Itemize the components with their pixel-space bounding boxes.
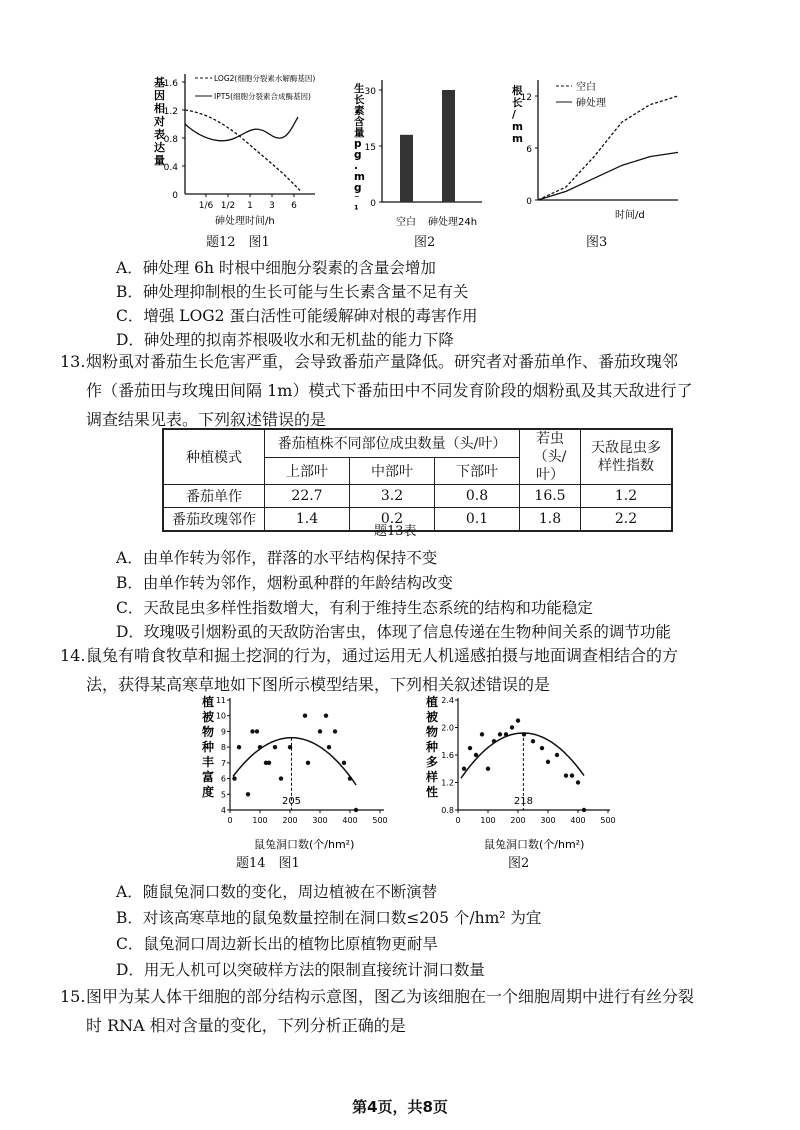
peak-label: 205 [281, 796, 302, 807]
y-tick-label: 0.8 [441, 806, 454, 815]
x-tick-label: 300 [540, 816, 556, 825]
legend-arsenic: 砷处理 [576, 98, 606, 109]
x-tick-label: 100 [480, 816, 496, 825]
th-upper: 上部叶 [265, 457, 350, 484]
x-tick-label: 1/6 [198, 201, 214, 211]
th-mode: 种植模式 [163, 429, 265, 485]
data-point [522, 732, 526, 736]
data-point [250, 729, 254, 733]
q12-fig1-caption: 题12 图1 [206, 235, 270, 250]
fit-curve [461, 733, 584, 778]
y-axis-label [512, 84, 523, 145]
y-tick-label: 1.2 [441, 778, 454, 788]
table-cell: 16.5 [520, 485, 581, 508]
y-tick-label: 10 [215, 711, 226, 721]
q13-option-a[interactable]: A．由单作转为邻作，群落的水平结构保持不变 [116, 549, 438, 567]
q15-stem-line2: 时 RNA 相对含量的变化，下列分析正确的是 [86, 1016, 406, 1035]
y-tick-label: 6 [220, 774, 226, 784]
x-tick-label: 1/2 [220, 201, 236, 211]
q13-table [162, 428, 673, 532]
q13-stem-line1: 烟粉虱对番茄生长危害严重，会导致番茄产量降低。研究者对番茄单作、番茄玫瑰邻 [86, 352, 679, 371]
table-cell: 1.4 [265, 508, 350, 532]
q14-number: 14. [60, 646, 86, 665]
svg-text:植被物种丰富度: 植被物种丰富度 [202, 695, 215, 799]
q13-option-b[interactable]: B．由单作转为邻作，烟粉虱种群的年龄结构改变 [116, 574, 453, 592]
q14-option-d[interactable]: D．用无人机可以突破样方法的限制直接统计洞口数量 [116, 961, 485, 979]
x-tick-label: 500 [372, 816, 388, 825]
x-tick-label: 400 [570, 816, 586, 825]
data-point [342, 761, 346, 765]
q12-fig2-caption: 图2 [414, 235, 436, 250]
y-tick-label: 5 [220, 790, 226, 800]
data-point [540, 746, 544, 750]
x-tick-label: 200 [282, 816, 298, 825]
y-tick-label: 1.2 [163, 107, 178, 117]
data-point [555, 753, 559, 757]
y-tick-label: 0 [172, 191, 178, 201]
table-cell: 0.1 [435, 508, 520, 532]
y-tick-label: 6 [526, 145, 532, 155]
svg-text:植被物种多样性: 植被物种多样性 [426, 695, 439, 799]
table-cell: 番茄玫瑰邻作 [163, 508, 265, 532]
y-axis-label [425, 694, 439, 799]
data-point [480, 732, 484, 736]
y-tick-label: 0.4 [163, 163, 178, 173]
data-point [546, 760, 550, 764]
th-group: 番茄植株不同部位成虫数量（头/叶） [265, 429, 520, 457]
svg-text:基因相对表达量: 基因相对表达量 [154, 76, 165, 167]
table-cell: 2.2 [581, 508, 673, 532]
series-ipt5-line [185, 117, 298, 141]
q14-option-b[interactable]: B．对该高寒草地的鼠兔数量控制在洞口数≤205 个/hm² 为宜 [116, 909, 542, 927]
y-tick-label: 0 [370, 199, 376, 209]
table-cell: 22.7 [265, 485, 350, 508]
q15-number: 15. [60, 987, 86, 1006]
x-tick-label: 100 [252, 816, 268, 825]
q14-stem [60, 641, 760, 699]
x-category-0: 空白 [396, 217, 416, 228]
q12-fig3-chart [500, 72, 690, 232]
th-middle: 中部叶 [350, 457, 435, 484]
q14-fig1-chart [196, 692, 396, 852]
legend-log2: LOG2(细胞分裂素水解酶基因) [214, 74, 316, 83]
x-tick-label: 300 [312, 816, 328, 825]
q12-option-c[interactable]: C．增强 LOG2 蛋白活性可能缓解砷对根的毒害作用 [116, 307, 478, 325]
y-tick-label: 30 [364, 87, 376, 97]
data-point [510, 725, 514, 729]
data-point [258, 745, 262, 749]
table-cell: 0.2 [350, 508, 435, 532]
q13-table-caption: 题13表 [374, 524, 417, 539]
table-cell: 1.8 [520, 508, 581, 532]
q12-option-b[interactable]: B．砷处理抑制根的生长可能与生长素含量不足有关 [116, 283, 469, 301]
series-log2-line [185, 110, 300, 191]
data-point [303, 714, 307, 718]
x-tick-label: 0 [227, 816, 233, 825]
legend-ipt5: IPT5(细胞分裂素合成酶基因) [214, 92, 311, 101]
y-tick-label: 15 [364, 143, 376, 153]
data-point [348, 776, 352, 780]
data-point [333, 729, 337, 733]
series-control-line [538, 96, 678, 200]
th-nymph: 若虫 （头/叶） [520, 429, 581, 485]
table-cell: 1.2 [581, 485, 673, 508]
q14-option-a[interactable]: A．随鼠兔洞口数的变化，周边植被在不断演替 [116, 883, 438, 901]
q14-stem-line1: 鼠兔有啃食牧草和掘土挖洞的行为，通过运用无人机遥感拍摄与地面调查相结合的方 [86, 646, 679, 665]
q12-fig1-chart [140, 64, 350, 234]
data-point [354, 808, 358, 812]
peak-label: 218 [513, 796, 533, 807]
data-point [504, 732, 508, 736]
bar [400, 135, 413, 202]
data-point [531, 739, 535, 743]
x-axis-label: 鼠兔洞口数(个/hm²) [254, 838, 355, 851]
y-tick-label: 4 [220, 806, 226, 815]
y-tick-label: 2.0 [441, 723, 454, 733]
table-row [163, 485, 672, 508]
y-tick-label: 9 [220, 727, 226, 737]
y-tick-label: 1.6 [441, 751, 454, 760]
q13-option-d[interactable]: D．玫瑰吸引烟粉虱的天敌防治害虫，体现了信息传递在生物种间关系的调节功能 [116, 623, 671, 641]
data-point [516, 718, 520, 722]
data-point [327, 745, 331, 749]
table-cell: 3.2 [350, 485, 435, 508]
q13-stem-line2: 作（番茄田与玫瑰田间隔 1m）模式下番茄田中不同发育阶段的烟粉虱及其天敌进行了 [86, 381, 693, 400]
y-tick-label: 2.4 [441, 696, 454, 705]
data-point [462, 767, 466, 771]
data-point [474, 753, 478, 757]
svg-text:生长素含量pg.mg⁻¹: 生长素含量 p g . m g ⁻ ¹ [354, 83, 365, 216]
data-point [273, 745, 277, 749]
data-point [324, 714, 328, 718]
x-tick-label: 3 [269, 201, 275, 211]
x-tick-label: 400 [342, 816, 358, 825]
q12-option-a[interactable]: A．砷处理 6h 时根中细胞分裂素的含量会增加 [116, 259, 436, 277]
y-tick-label: 12 [520, 93, 532, 103]
data-point [246, 792, 250, 796]
data-point [255, 729, 259, 733]
page-footer: 第4页，共8页 [352, 1098, 448, 1116]
data-point [288, 745, 292, 749]
q15-stem-line1: 图甲为某人体干细胞的部分结构示意图，图乙为该细胞在一个细胞周期中进行有丝分裂 [86, 987, 695, 1006]
series-arsenic-line [538, 152, 678, 200]
x-axis-label: 鼠兔洞口数(个/hm²) [484, 838, 585, 851]
data-point [570, 773, 574, 777]
q14-option-c[interactable]: C．鼠兔洞口周边新长出的植物比原植物更耐旱 [116, 935, 438, 953]
data-point [318, 729, 322, 733]
y-tick-label: 1.6 [163, 79, 178, 89]
x-tick-label: 200 [510, 816, 526, 825]
data-point [498, 732, 502, 736]
x-tick-label: 500 [600, 816, 616, 825]
y-tick-label: 7 [220, 758, 226, 768]
q13-stem-line3: 调查结果见表。下列叙述错误的是 [86, 410, 327, 429]
x-tick-label: 0 [455, 816, 461, 825]
q12-option-d[interactable]: D．砷处理的拟南芥根吸收水和无机盐的能力下降 [116, 331, 454, 349]
svg-text:根长/mm: 根长/ m m [512, 85, 523, 145]
x-category-1: 砷处理24h [428, 217, 478, 228]
data-point [306, 761, 310, 765]
y-tick-label: 0 [526, 197, 532, 207]
x-axis-label: 时间/d [615, 210, 645, 221]
data-point [267, 761, 271, 765]
data-point [279, 776, 283, 780]
data-point [232, 776, 236, 780]
q14-fig1-caption: 题14 图1 [236, 856, 300, 871]
x-tick-label: 1 [247, 201, 253, 211]
q12-fig3-caption: 图3 [586, 235, 608, 250]
table-cell: 0.8 [435, 485, 520, 508]
data-point [468, 746, 472, 750]
legend-control: 空白 [576, 82, 596, 93]
q14-fig2-caption: 图2 [508, 856, 530, 871]
th-lower: 下部叶 [435, 457, 520, 484]
x-axis-label: 砷处理时间/h [215, 216, 275, 227]
data-point [486, 767, 490, 771]
fit-curve [233, 738, 356, 785]
x-tick-label: 6 [291, 201, 297, 211]
data-point [564, 773, 568, 777]
q14-fig2-chart [420, 692, 620, 852]
bar [442, 90, 455, 202]
y-axis-label [354, 82, 365, 216]
data-point [576, 780, 580, 784]
q14-stem-line2: 法，获得某高寒草地如下图所示模型结果，下列相关叙述错误的是 [86, 675, 551, 694]
q13-number: 13. [60, 352, 86, 371]
q12-fig2-chart [342, 72, 492, 232]
y-axis-label [153, 75, 165, 167]
table-row [163, 508, 672, 532]
q13-stem [60, 347, 760, 434]
y-tick-label: 11 [215, 696, 226, 705]
q13-option-c[interactable]: C．天敌昆虫多样性指数增大，有利于维持生态系统的结构和功能稳定 [116, 599, 593, 617]
y-axis-label [201, 694, 215, 799]
data-point [582, 808, 586, 812]
q15-stem [60, 982, 760, 1040]
data-point [492, 739, 496, 743]
y-tick-label: 8 [220, 743, 226, 753]
th-diversity: 天敌昆虫多 样性指数 [581, 429, 673, 485]
data-point [237, 745, 241, 749]
table-cell: 番茄单作 [163, 485, 265, 508]
y-tick-label: 0.8 [163, 135, 178, 145]
